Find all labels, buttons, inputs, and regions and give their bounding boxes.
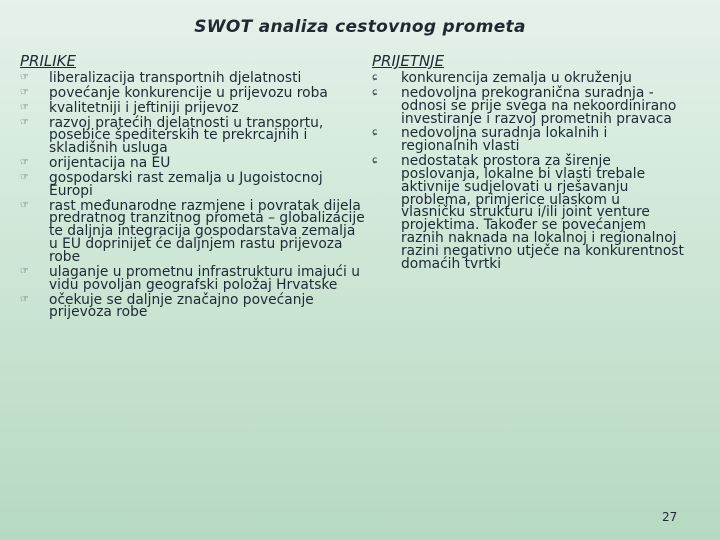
threats-list [372,72,687,271]
list-item: ☞ kvalitetniji i jeftiniji prijevoz [20,99,239,116]
pointing-hand-icon: ☞ [20,157,29,169]
pointing-hand-icon: ☞ [20,171,29,183]
pointing-hand-icon: ☞ [20,265,29,277]
list-item: ☞ orijentacija na EU [20,155,171,172]
page-number: 27 [662,510,678,524]
list-item: ☞ razvoj pratećih djelatnosti u transportu, posebice špediterskih te prekrcajnih i skladišnih usluga [20,114,324,157]
bomb-icon: ɕ [372,86,378,98]
list-item: ɕ nedovoljna suradnja lokalnih i regionalnih vlasti [372,125,608,155]
opportunities-list [20,72,365,319]
pointing-hand-icon: ☞ [20,101,29,113]
slide-title: SWOT analiza cestovnog prometa [194,17,526,37]
pointing-hand-icon: ☞ [20,293,29,305]
pointing-hand-icon: ☞ [20,72,29,83]
bomb-icon: ɕ [372,127,378,139]
opportunities-column [20,52,365,321]
bomb-icon: ɕ [372,72,378,83]
threats-heading: PRIJETNJE [372,52,445,70]
list-item: ☞ očekuje se daljnje značajno povećanje prijevoza robe [20,291,314,321]
pointing-hand-icon: ☞ [20,199,29,211]
threats-column [372,52,687,273]
pointing-hand-icon: ☞ [20,116,29,128]
list-item: ☞ povećanje konkurencije u prijevozu roba [20,84,328,101]
opportunities-heading: PRILIKE [20,52,76,70]
list-item: ☞ rast međunarodne razmjene i povratak dijela predratnog tranzitnog prometa – globalizacije te daljnja integracija gospodarstava zemalja u EU doprinijet će daljnjem rastu prijevoza robe [20,197,365,265]
list-item: ☞ gospodarski rast zemalja u Jugoistocnoj Europi [20,169,323,199]
list-item: ☞ ulaganje u prometnu infrastrukturu imajući u vidu povoljan geografski položaj Hrvatske [20,263,360,293]
pointing-hand-icon: ☞ [20,86,29,98]
list-item: ɕ konkurencija zemalja u okruženju [372,70,632,86]
list-item: ɕ nedostatak prostora za širenje poslovanja, lokalne bi vlasti trebale aktivnije sudjelovati u rješavanju problema, primjerice ulaskom u vlasničku strukturu i/ili joint venture projektima. Također se povećanjem raznih naknada na lokalnoj i regionalnoj razini negativno utječe na konkurentnost domaćih tvrtki [372,153,684,272]
list-item: ☞ liberalizacija transportnih djelatnosti [20,70,302,86]
bomb-icon: ɕ [372,155,378,167]
list-item: ɕ nedovoljna prekogranična suradnja - odnosi se prije svega na nekoordinirano investiranje i razvoj prometnih pravaca [372,84,677,127]
